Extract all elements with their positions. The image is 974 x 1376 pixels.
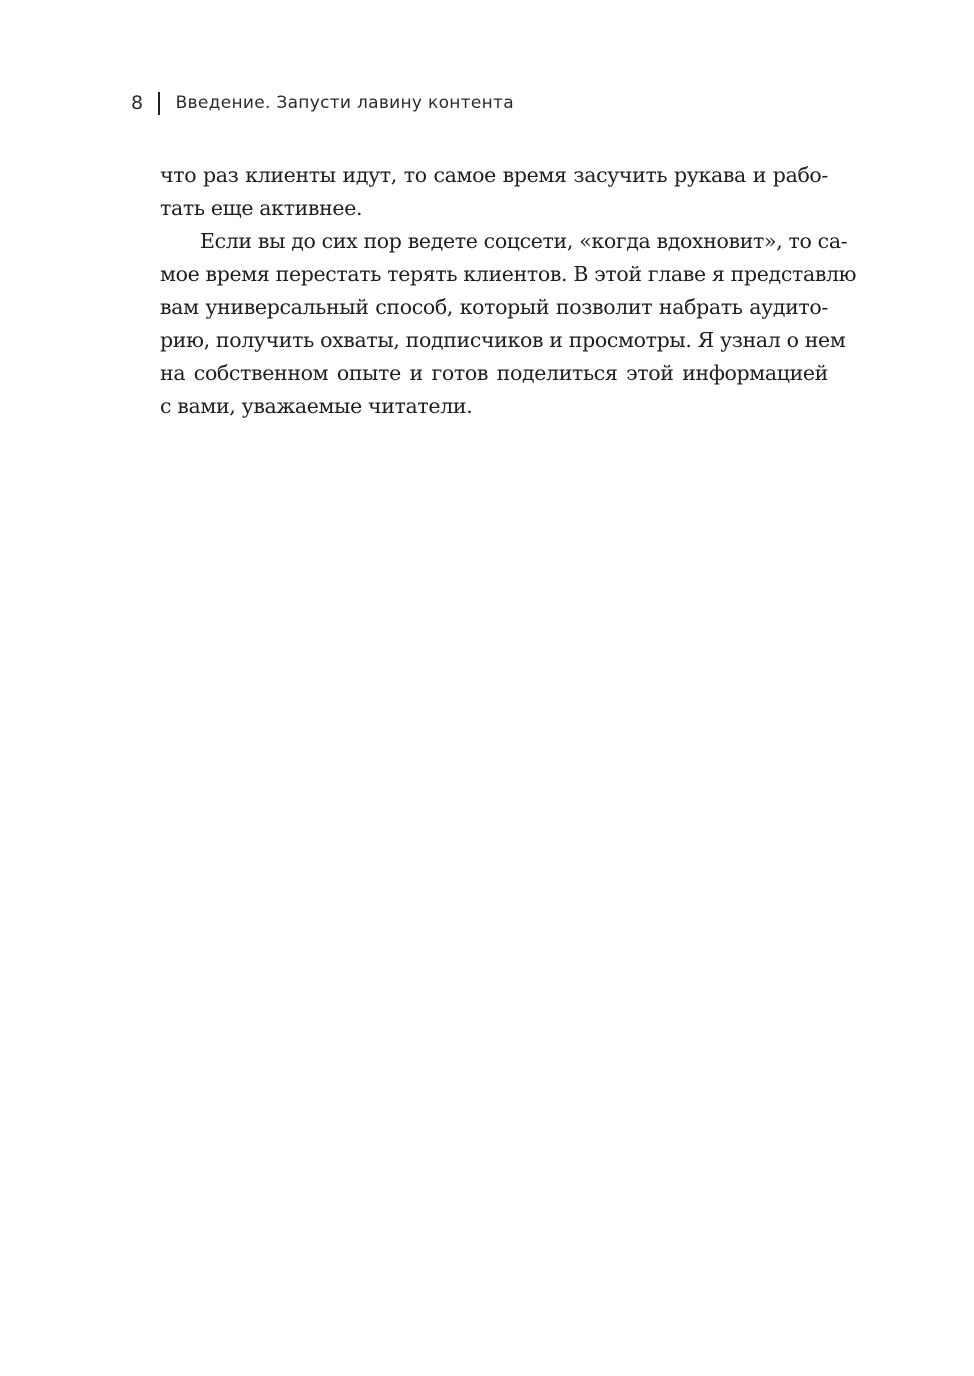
- body-text: [160, 159, 857, 423]
- text-line: что раз клиенты идут, то самое время засучить рукава и рабо-: [160, 163, 828, 187]
- paragraph: [160, 159, 828, 225]
- page-header: [131, 90, 514, 116]
- text-line: с вами, уважаемые читатели.: [160, 394, 473, 418]
- running-title: Введение. Запусти лавину контента: [175, 93, 514, 113]
- page-number: 8: [131, 92, 144, 114]
- text-line: Если вы до сих пор ведете соцсети, «когда вдохновит», то са-: [200, 229, 848, 253]
- text-line: мое время перестать терять клиентов. В этой главе я представлю: [160, 262, 857, 286]
- paragraph: [160, 225, 857, 423]
- header-divider: [158, 92, 160, 115]
- text-line: на собственном опыте и готов поделиться этой информацией: [160, 361, 828, 385]
- text-line: тать еще активнее.: [160, 196, 363, 220]
- text-line: вам универсальный способ, который позволит набрать аудито-: [160, 295, 828, 319]
- text-line: рию, получить охваты, подписчиков и просмотры. Я узнал о нем: [160, 328, 846, 352]
